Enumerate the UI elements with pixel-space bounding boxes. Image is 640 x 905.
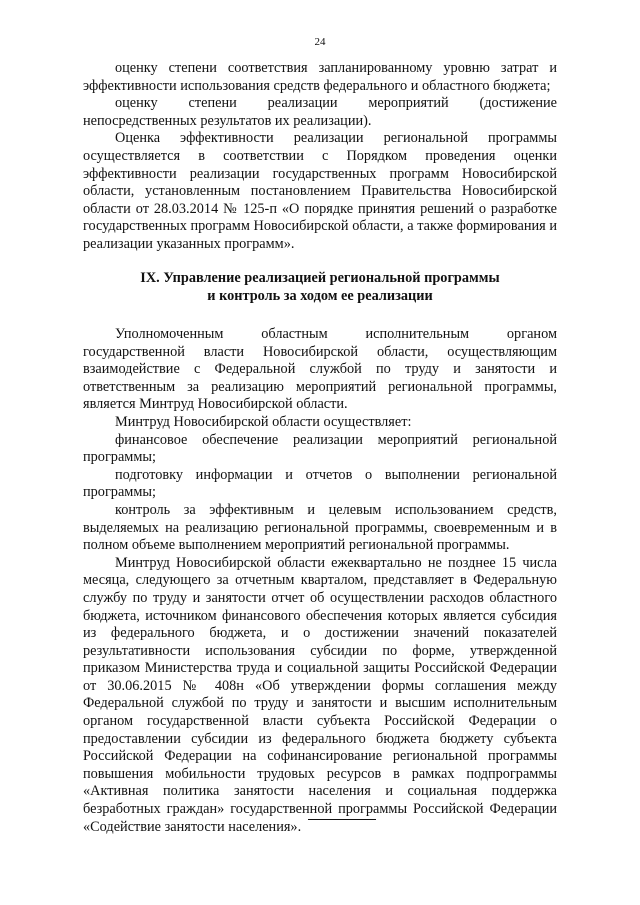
paragraph: оценку степени реализации мероприятий (достижение непосредственных результатов их реализации).: [83, 95, 557, 129]
section-heading: [83, 270, 557, 305]
paragraph: оценку степени соответствия запланированному уровню затрат и эффективности использования средств федерального и областного бюджета;: [83, 60, 557, 94]
text-block-evaluation: [83, 60, 557, 254]
text-block-management: [83, 326, 557, 836]
paragraph: финансовое обеспечение реализации мероприятий региональной программы;: [83, 431, 557, 466]
paragraph: контроль за эффективным и целевым использованием средств, выделяемых на реализацию региональной программы, своевременным и в полном объеме выполнением мероприятий региональной программы.: [83, 501, 557, 554]
section-heading-line-1: IX. Управление реализацией региональной программы: [140, 270, 500, 286]
paragraph: Оценка эффективности реализации региональной программы осуществляется в соответствии с Порядком проведения оценки эффективности реализации государственных программ Новосибирской области, установленным постановлением Правительства Новосибирской области от 28.03.2014 № 125-п «О порядке принятия решений о разработке государственных программ Новосибирской области, а также формирования и реализации указанных программ».: [83, 130, 557, 252]
page-number: 24: [314, 36, 326, 48]
paragraph: подготовку информации и отчетов о выполнении региональной программы;: [83, 466, 557, 501]
section-heading-line-2: и контроль за ходом ее реализации: [207, 287, 433, 304]
paragraph: Минтруд Новосибирской области ежеквартально не позднее 15 числа месяца, следующего за отчетным кварталом, представляет в Федеральную службу по труду и занятости отчет об осуществлении расходов областного бюджета, источником финансового обеспечения которых является субсидия из федерального бюджета, и о достижении значений показателей результативности использования субсидии по форме, утвержденной приказом Министерства труда и социальной защиты Российской Федерации от 30.06.2015 № 408н «Об утверждении формы соглашения между Федеральной службой по труду и занятости и высшим исполнительным органом государственной власти субъекта Российской Федерации о предоставлении субсидии из федерального бюджета бюджету субъекта Российской Федерации на софинансирование региональной программы повышения мобильности трудовых ресурсов в рамках подпрограммы «Активная политика занятости населения и социальная поддержка безработных граждан» государственной программы Российской Федерации «Содействие занятости населения».: [83, 554, 557, 835]
end-of-document-rule: [308, 819, 376, 820]
paragraph: Минтруд Новосибирской области осуществляет:: [115, 413, 412, 430]
paragraph: Уполномоченным областным исполнительным органом государственной власти Новосибирской области, осуществляющим взаимодействие с Федеральной службой по труду и занятости и ответственным за реализацию мероприятий региональной программы, является Минтруд Новосибирской области.: [83, 326, 557, 413]
